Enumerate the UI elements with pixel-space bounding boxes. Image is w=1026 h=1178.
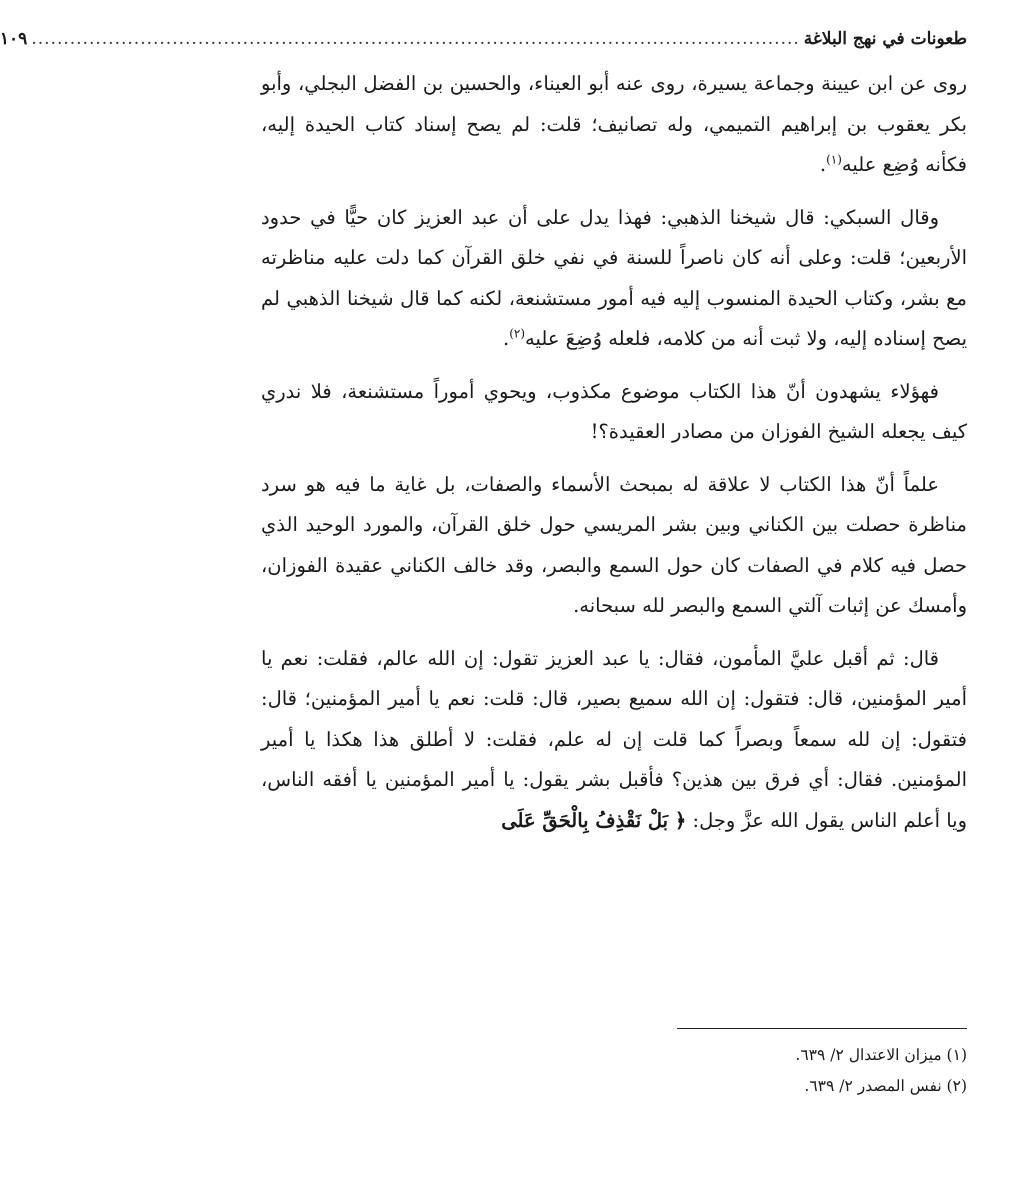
paragraph-4-text: علماً أنّ هذا الكتاب لا علاقة له بمبحث الأسماء والصفات، بل غاية ما فيه هو سرد مناظرة حصلت بين الكناني وبين بشر المريسي حول خلق القرآن، والمورد الوحيد الذي حصل فيه كلام في الصفات كان حول السمع والبصر، وقد خالف الكناني عقيدة الفوزان، وأمسك عن إثبات آلتي السمع والبصر لله سبحانه. [261, 472, 967, 617]
body-text [261, 64, 967, 841]
leader-dots: ........................................................................................................................ [31, 29, 800, 49]
paragraph-2-tail: . [503, 327, 510, 350]
paragraph-1 [261, 64, 967, 186]
footnote-ref-2[interactable]: (٢) [509, 326, 526, 341]
footnotes [261, 1040, 967, 1102]
paragraph-3 [261, 372, 967, 453]
footnote-ref-1[interactable]: (١) [826, 152, 842, 167]
footnote-1: (١) ميزان الاعتدال ٢/ ٦٣٩. [795, 1046, 967, 1064]
running-header [0, 22, 967, 56]
quran-verse: ﴿ بَلْ نَقْذِفُ بِالْحَقِّ عَلَى [501, 808, 687, 832]
paragraph-3-text: فهؤلاء يشهدون أنّ هذا الكتاب موضوع مكذوب، ويحوي أموراً مستشنعة، فلا ندري كيف يجعله الشيخ الفوزان من مصادر العقيدة؟! [261, 379, 967, 443]
paragraph-4 [261, 465, 967, 627]
footnote-separator [677, 1028, 967, 1029]
paragraph-1-text: روى عن ابن عيينة وجماعة يسيرة، روى عنه أبو العيناء، والحسين بن الفضل البجلي، وأبو بكر يعقوب بن إبراهيم التميمي، وله تصانيف؛ قلت: لم يصح إسناد كتاب الحيدة إليه، فكأنه وُضِع عليه [261, 72, 967, 176]
book-title: طعونات في نهج البلاغة [803, 29, 967, 49]
paragraph-5 [261, 639, 967, 842]
footnote-2: (٢) نفس المصدر ٢/ ٦٣٩. [804, 1077, 967, 1095]
page-number: ١٠٩ [0, 29, 28, 49]
paragraph-5-text: قال: ثم أقبل عليَّ المأمون، فقال: يا عبد العزيز تقول: إن الله عالم، فقلت: نعم يا أمير المؤمنين، قال: فتقول: إن الله سميع بصير، قال: قلت: نعم يا أمير المؤمنين؛ قال: فتقول: إن لله سمعاً وبصراً كما قلت إن له علم، فقلت: لا أطلق هذا هكذا يا أمير المؤمنين. فقال: أي فرق بين هذين؟ فأقبل بشر يقول: يا أمير المؤمنين يا أفقه الناس، ويا أعلم الناس يقول الله عزَّ وجل: [261, 646, 967, 832]
document-page [0, 22, 967, 1142]
paragraph-1-tail: . [819, 153, 827, 176]
paragraph-2 [261, 198, 967, 360]
paragraph-2-text: وقال السبكي: قال شيخنا الذهبي: فهذا يدل على أن عبد العزيز كان حيًّا في حدود الأربعين؛ قلت: وعلى أنه كان ناصراً للسنة في نفي خلق القرآن كما دلت عليه مناظرته مع بشر، وكتاب الحيدة المنسوب إليه فيه أمور مستشنعة، لكنه كما قال شيخنا الذهبي لم يصح إسناده إليه، ولا ثبت أنه من كلامه، فلعله وُضِعَ عليه [261, 205, 967, 350]
